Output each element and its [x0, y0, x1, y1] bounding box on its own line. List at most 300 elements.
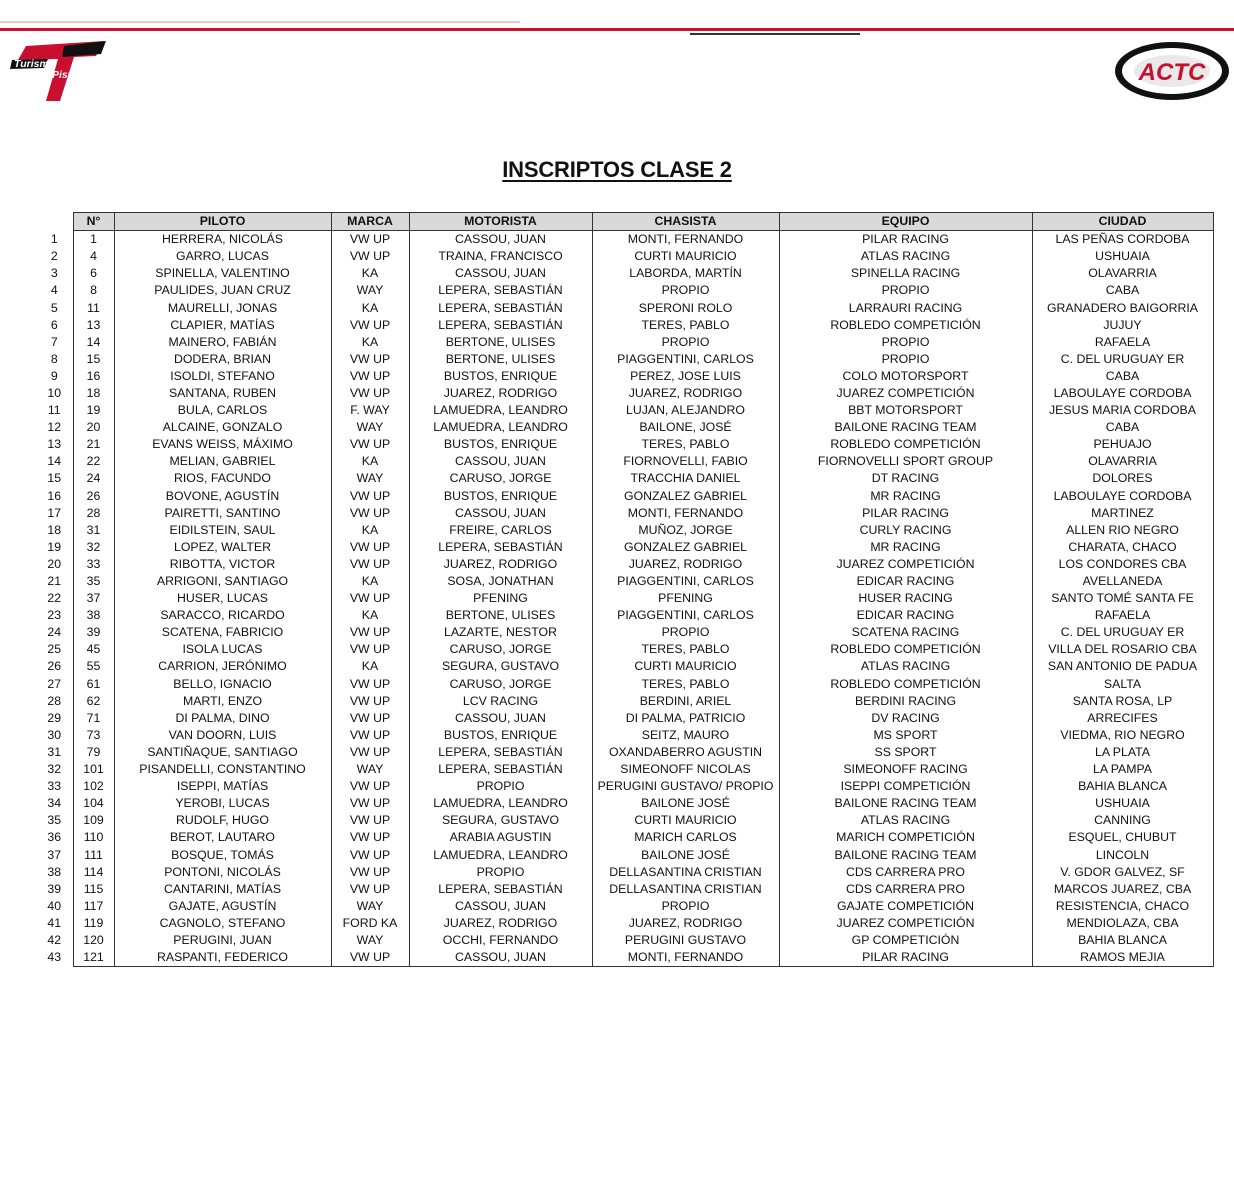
engine-builder-cell: LAZARTE, NESTOR [409, 624, 592, 641]
car-brand-cell: KA [331, 573, 409, 590]
driver-name-cell: DODERA, BRIAN [114, 351, 331, 368]
car-brand-cell: VW UP [331, 368, 409, 385]
table-row [36, 265, 1213, 282]
row-index-cell: 1 [50, 231, 58, 246]
chassis-builder-cell: PROPIO [592, 334, 779, 351]
row-index-cell: 4 [50, 283, 58, 298]
engine-builder-cell: BERTONE, ULISES [409, 607, 592, 624]
driver-name-cell: ISOLDI, STEFANO [114, 368, 331, 385]
column-header: CHASISTA [592, 213, 779, 231]
car-number-cell: 62 [73, 693, 114, 710]
city-cell: CHARATA, CHACO [1032, 539, 1213, 556]
driver-name-cell: ISEPPI, MATÍAS [114, 778, 331, 795]
chassis-builder-cell: TRACCHIA DANIEL [592, 470, 779, 487]
car-brand-cell: VW UP [331, 351, 409, 368]
chassis-builder-cell: JUAREZ, RODRIGO [592, 915, 779, 932]
table-row [36, 710, 1213, 727]
column-header: N° [73, 213, 114, 231]
city-cell: VIEDMA, RIO NEGRO [1032, 727, 1213, 744]
row-index-cell: 24 [47, 625, 62, 640]
table-row [36, 334, 1213, 351]
engine-builder-cell: BUSTOS, ENRIQUE [409, 368, 592, 385]
table-row [36, 539, 1213, 556]
car-number-cell: 61 [73, 676, 114, 693]
city-cell: V. GDOR GALVEZ, SF [1032, 864, 1213, 881]
engine-builder-cell: SOSA, JONATHAN [409, 573, 592, 590]
driver-name-cell: VAN DOORN, LUIS [114, 727, 331, 744]
engine-builder-cell: BUSTOS, ENRIQUE [409, 436, 592, 453]
driver-name-cell: BOVONE, AGUSTÍN [114, 488, 331, 505]
row-index-cell: 27 [47, 676, 62, 691]
car-number-cell: 14 [73, 334, 114, 351]
car-number-cell: 18 [73, 385, 114, 402]
car-number-cell: 37 [73, 590, 114, 607]
car-brand-cell: VW UP [331, 539, 409, 556]
chassis-builder-cell: CURTI MAURICIO [592, 248, 779, 265]
team-cell: MR RACING [779, 488, 1032, 505]
row-index-cell: 8 [50, 351, 58, 366]
car-brand-cell: VW UP [331, 505, 409, 522]
city-cell: SAN ANTONIO DE PADUA [1032, 658, 1213, 675]
row-index-cell: 16 [47, 488, 62, 503]
chassis-builder-cell: SEITZ, MAURO [592, 727, 779, 744]
table-row [36, 317, 1213, 334]
chassis-builder-cell: JUAREZ, RODRIGO [592, 385, 779, 402]
car-brand-cell: VW UP [331, 231, 409, 249]
table-row [36, 385, 1213, 402]
column-header: MARCA [331, 213, 409, 231]
table-row [36, 727, 1213, 744]
chassis-builder-cell: CURTI MAURICIO [592, 812, 779, 829]
team-cell: JUAREZ COMPETICIÓN [779, 915, 1032, 932]
team-cell: BBT MOTORSPORT [779, 402, 1032, 419]
car-brand-cell: VW UP [331, 436, 409, 453]
car-brand-cell: VW UP [331, 641, 409, 658]
car-number-cell: 11 [73, 299, 114, 316]
driver-name-cell: CAGNOLO, STEFANO [114, 915, 331, 932]
city-cell: SALTA [1032, 676, 1213, 693]
engine-builder-cell: LEPERA, SEBASTIÁN [409, 299, 592, 316]
driver-name-cell: BEROT, LAUTARO [114, 829, 331, 846]
engine-builder-cell: LEPERA, SEBASTIÁN [409, 317, 592, 334]
car-brand-cell: KA [331, 522, 409, 539]
car-brand-cell: VW UP [331, 881, 409, 898]
engine-builder-cell: TRAINA, FRANCISCO [409, 248, 592, 265]
header-decorative-lines [0, 0, 1234, 40]
team-cell: JUAREZ COMPETICIÓN [779, 556, 1032, 573]
table-row [36, 488, 1213, 505]
engine-builder-cell: JUAREZ, RODRIGO [409, 556, 592, 573]
row-index-cell: 25 [47, 642, 62, 657]
driver-name-cell: MELIAN, GABRIEL [114, 453, 331, 470]
team-cell: PROPIO [779, 282, 1032, 299]
row-index-cell: 19 [47, 539, 62, 554]
city-cell: LOS CONDORES CBA [1032, 556, 1213, 573]
team-cell: SS SPORT [779, 744, 1032, 761]
car-number-cell: 16 [73, 368, 114, 385]
driver-name-cell: PISANDELLI, CONSTANTINO [114, 761, 331, 778]
team-cell: MARICH COMPETICIÓN [779, 829, 1032, 846]
svg-text:Pista: Pista [52, 69, 78, 81]
chassis-builder-cell: MONTI, FERNANDO [592, 505, 779, 522]
city-cell: MARTINEZ [1032, 505, 1213, 522]
car-brand-cell: VW UP [331, 590, 409, 607]
car-brand-cell: VW UP [331, 624, 409, 641]
table-row [36, 693, 1213, 710]
car-brand-cell: VW UP [331, 693, 409, 710]
city-cell: USHUAIA [1032, 795, 1213, 812]
row-index-cell: 36 [47, 830, 62, 845]
car-number-cell: 45 [73, 641, 114, 658]
driver-name-cell: HERRERA, NICOLÁS [114, 231, 331, 249]
team-cell: CDS CARRERA PRO [779, 864, 1032, 881]
row-index-cell: 12 [47, 420, 62, 435]
engine-builder-cell: ARABIA AGUSTIN [409, 829, 592, 846]
car-brand-cell: VW UP [331, 812, 409, 829]
city-cell: ARRECIFES [1032, 710, 1213, 727]
driver-name-cell: GAJATE, AGUSTÍN [114, 898, 331, 915]
row-index-cell: 40 [47, 898, 62, 913]
driver-name-cell: PAULIDES, JUAN CRUZ [114, 282, 331, 299]
city-cell: LABOULAYE CORDOBA [1032, 488, 1213, 505]
car-number-cell: 21 [73, 436, 114, 453]
table-row [36, 949, 1213, 967]
row-index-cell: 21 [47, 574, 62, 589]
entries-table [36, 212, 1214, 967]
chassis-builder-cell: BAILONE, JOSÉ [592, 419, 779, 436]
engine-builder-cell: LEPERA, SEBASTIÁN [409, 744, 592, 761]
city-cell: DOLORES [1032, 470, 1213, 487]
driver-name-cell: DI PALMA, DINO [114, 710, 331, 727]
city-cell: AVELLANEDA [1032, 573, 1213, 590]
svg-text:ACTC: ACTC [1138, 59, 1206, 86]
chassis-builder-cell: PIAGGENTINI, CARLOS [592, 607, 779, 624]
car-brand-cell: VW UP [331, 829, 409, 846]
chassis-builder-cell: BAILONE JOSÉ [592, 846, 779, 863]
car-number-cell: 15 [73, 351, 114, 368]
chassis-builder-cell: FIORNOVELLI, FABIO [592, 453, 779, 470]
engine-builder-cell: CASSOU, JUAN [409, 453, 592, 470]
team-cell: ATLAS RACING [779, 658, 1032, 675]
team-cell: SIMEONOFF RACING [779, 761, 1032, 778]
engine-builder-cell: CARUSO, JORGE [409, 470, 592, 487]
car-number-cell: 8 [73, 282, 114, 299]
chassis-builder-cell: PEREZ, JOSE LUIS [592, 368, 779, 385]
driver-name-cell: YEROBI, LUCAS [114, 795, 331, 812]
row-index-cell: 11 [47, 403, 61, 418]
engine-builder-cell: BUSTOS, ENRIQUE [409, 488, 592, 505]
chassis-builder-cell: PROPIO [592, 282, 779, 299]
car-number-cell: 28 [73, 505, 114, 522]
car-brand-cell: VW UP [331, 488, 409, 505]
engine-builder-cell: LEPERA, SEBASTIÁN [409, 539, 592, 556]
city-cell: LABOULAYE CORDOBA [1032, 385, 1213, 402]
column-header: EQUIPO [779, 213, 1032, 231]
turismo-pista-logo [8, 38, 108, 104]
row-index-cell: 13 [47, 437, 62, 452]
engine-builder-cell: CASSOU, JUAN [409, 898, 592, 915]
table-row [36, 368, 1213, 385]
engine-builder-cell: LAMUEDRA, LEANDRO [409, 846, 592, 863]
car-brand-cell: FORD KA [331, 915, 409, 932]
engine-builder-cell: BERTONE, ULISES [409, 351, 592, 368]
table-row [36, 812, 1213, 829]
team-cell: SPINELLA RACING [779, 265, 1032, 282]
row-index-cell: 30 [47, 727, 62, 742]
driver-name-cell: LOPEZ, WALTER [114, 539, 331, 556]
team-cell: BAILONE RACING TEAM [779, 846, 1032, 863]
car-number-cell: 115 [73, 881, 114, 898]
team-cell: LARRAURI RACING [779, 299, 1032, 316]
table-row [36, 915, 1213, 932]
chassis-builder-cell: PROPIO [592, 898, 779, 915]
chassis-builder-cell: DELLASANTINA CRISTIAN [592, 881, 779, 898]
table-row [36, 829, 1213, 846]
table-row [36, 676, 1213, 693]
table-row [36, 573, 1213, 590]
engine-builder-cell: CARUSO, JORGE [409, 641, 592, 658]
city-cell: MARCOS JUAREZ, CBA [1032, 881, 1213, 898]
team-cell: ROBLEDO COMPETICIÓN [779, 317, 1032, 334]
row-index-cell: 42 [47, 932, 62, 947]
city-cell: C. DEL URUGUAY ER [1032, 624, 1213, 641]
chassis-builder-cell: TERES, PABLO [592, 676, 779, 693]
table-row [36, 299, 1213, 316]
city-cell: LA PAMPA [1032, 761, 1213, 778]
team-cell: EDICAR RACING [779, 607, 1032, 624]
team-cell: ATLAS RACING [779, 248, 1032, 265]
city-cell: OLAVARRIA [1032, 265, 1213, 282]
chassis-builder-cell: BAILONE JOSÉ [592, 795, 779, 812]
table-row [36, 231, 1213, 249]
city-cell: BAHIA BLANCA [1032, 778, 1213, 795]
car-brand-cell: VW UP [331, 846, 409, 863]
car-brand-cell: KA [331, 299, 409, 316]
car-number-cell: 73 [73, 727, 114, 744]
chassis-builder-cell: DI PALMA, PATRICIO [592, 710, 779, 727]
chassis-builder-cell: SIMEONOFF NICOLAS [592, 761, 779, 778]
driver-name-cell: SANTANA, RUBEN [114, 385, 331, 402]
chassis-builder-cell: JUAREZ, RODRIGO [592, 556, 779, 573]
row-index-cell: 31 [47, 744, 62, 759]
table-row [36, 351, 1213, 368]
team-cell: PROPIO [779, 351, 1032, 368]
driver-name-cell: SARACCO, RICARDO [114, 607, 331, 624]
driver-name-cell: PONTONI, NICOLÁS [114, 864, 331, 881]
car-brand-cell: KA [331, 658, 409, 675]
car-number-cell: 120 [73, 932, 114, 949]
row-index-cell: 28 [47, 693, 62, 708]
car-number-cell: 32 [73, 539, 114, 556]
row-index-cell: 35 [47, 813, 62, 828]
car-number-cell: 33 [73, 556, 114, 573]
car-brand-cell: KA [331, 607, 409, 624]
engine-builder-cell: BUSTOS, ENRIQUE [409, 727, 592, 744]
chassis-builder-cell: LABORDA, MARTÍN [592, 265, 779, 282]
row-index-cell: 20 [47, 556, 62, 571]
city-cell: CANNING [1032, 812, 1213, 829]
driver-name-cell: BULA, CARLOS [114, 402, 331, 419]
table-row [36, 658, 1213, 675]
row-index-cell: 41 [47, 915, 62, 930]
chassis-builder-cell: TERES, PABLO [592, 641, 779, 658]
car-number-cell: 1 [73, 231, 114, 249]
team-cell: DV RACING [779, 710, 1032, 727]
car-number-cell: 79 [73, 744, 114, 761]
car-number-cell: 20 [73, 419, 114, 436]
car-brand-cell: KA [331, 453, 409, 470]
driver-name-cell: CARRION, JERÓNIMO [114, 658, 331, 675]
chassis-builder-cell: MARICH CARLOS [592, 829, 779, 846]
engine-builder-cell: LEPERA, SEBASTIÁN [409, 282, 592, 299]
row-index-cell: 5 [50, 300, 58, 315]
driver-name-cell: MAURELLI, JONAS [114, 299, 331, 316]
team-cell: DT RACING [779, 470, 1032, 487]
car-number-cell: 24 [73, 470, 114, 487]
car-brand-cell: WAY [331, 282, 409, 299]
car-brand-cell: WAY [331, 898, 409, 915]
car-number-cell: 38 [73, 607, 114, 624]
table-row [36, 898, 1213, 915]
team-cell: PILAR RACING [779, 505, 1032, 522]
team-cell: CDS CARRERA PRO [779, 881, 1032, 898]
row-index-cell: 34 [47, 796, 62, 811]
team-cell: BERDINI RACING [779, 693, 1032, 710]
driver-name-cell: EIDILSTEIN, SAUL [114, 522, 331, 539]
car-brand-cell: VW UP [331, 744, 409, 761]
table-row [36, 795, 1213, 812]
table-row [36, 761, 1213, 778]
row-index-cell: 14 [47, 454, 62, 469]
car-brand-cell: VW UP [331, 778, 409, 795]
chassis-builder-cell: MUÑOZ, JORGE [592, 522, 779, 539]
row-index-cell: 37 [47, 847, 62, 862]
driver-name-cell: SCATENA, FABRICIO [114, 624, 331, 641]
driver-name-cell: ALCAINE, GONZALO [114, 419, 331, 436]
driver-name-cell: MAINERO, FABIÁN [114, 334, 331, 351]
driver-name-cell: BELLO, IGNACIO [114, 676, 331, 693]
chassis-builder-cell: PROPIO [592, 624, 779, 641]
actc-logo [1113, 40, 1231, 102]
city-cell: GRANADERO BAIGORRIA [1032, 299, 1213, 316]
table-row [36, 607, 1213, 624]
driver-name-cell: MARTI, ENZO [114, 693, 331, 710]
driver-name-cell: CLAPIER, MATÍAS [114, 317, 331, 334]
table-header-row [36, 213, 1213, 231]
city-cell: PEHUAJO [1032, 436, 1213, 453]
car-brand-cell: VW UP [331, 248, 409, 265]
chassis-builder-cell: GONZALEZ GABRIEL [592, 488, 779, 505]
chassis-builder-cell: PFENING [592, 590, 779, 607]
car-brand-cell: VW UP [331, 795, 409, 812]
car-brand-cell: VW UP [331, 710, 409, 727]
team-cell: BAILONE RACING TEAM [779, 419, 1032, 436]
team-cell: SCATENA RACING [779, 624, 1032, 641]
car-number-cell: 39 [73, 624, 114, 641]
engine-builder-cell: LEPERA, SEBASTIÁN [409, 881, 592, 898]
city-cell: CABA [1032, 368, 1213, 385]
engine-builder-cell: BERTONE, ULISES [409, 334, 592, 351]
team-cell: BAILONE RACING TEAM [779, 795, 1032, 812]
engine-builder-cell: LAMUEDRA, LEANDRO [409, 419, 592, 436]
chassis-builder-cell: DELLASANTINA CRISTIAN [592, 864, 779, 881]
car-brand-cell: VW UP [331, 727, 409, 744]
team-cell: ROBLEDO COMPETICIÓN [779, 436, 1032, 453]
car-number-cell: 55 [73, 658, 114, 675]
engine-builder-cell: CASSOU, JUAN [409, 505, 592, 522]
team-cell: GP COMPETICIÓN [779, 932, 1032, 949]
row-index-cell: 3 [50, 266, 58, 281]
team-cell: HUSER RACING [779, 590, 1032, 607]
driver-name-cell: RUDOLF, HUGO [114, 812, 331, 829]
city-cell: CABA [1032, 419, 1213, 436]
team-cell: JUAREZ COMPETICIÓN [779, 385, 1032, 402]
table-row [36, 744, 1213, 761]
table-row [36, 402, 1213, 419]
table-row [36, 846, 1213, 863]
engine-builder-cell: PROPIO [409, 778, 592, 795]
driver-name-cell: CANTARINI, MATÍAS [114, 881, 331, 898]
svg-text:Turismo: Turismo [14, 58, 56, 70]
car-number-cell: 19 [73, 402, 114, 419]
row-index-cell: 38 [47, 864, 62, 879]
table-row [36, 436, 1213, 453]
row-index-cell: 39 [47, 881, 62, 896]
team-cell: CURLY RACING [779, 522, 1032, 539]
chassis-builder-cell: SPERONI ROLO [592, 299, 779, 316]
chassis-builder-cell: OXANDABERRO AGUSTIN [592, 744, 779, 761]
driver-name-cell: ISOLA LUCAS [114, 641, 331, 658]
chassis-builder-cell: PERUGINI GUSTAVO/ PROPIO [592, 778, 779, 795]
engine-builder-cell: SEGURA, GUSTAVO [409, 812, 592, 829]
city-cell: SANTA ROSA, LP [1032, 693, 1213, 710]
car-number-cell: 101 [73, 761, 114, 778]
car-brand-cell: VW UP [331, 317, 409, 334]
row-index-cell: 29 [47, 710, 62, 725]
chassis-builder-cell: LUJAN, ALEJANDRO [592, 402, 779, 419]
driver-name-cell: RIBOTTA, VICTOR [114, 556, 331, 573]
table-row [36, 282, 1213, 299]
engine-builder-cell: PROPIO [409, 864, 592, 881]
row-index-cell: 2 [50, 249, 58, 264]
city-cell: MENDIOLAZA, CBA [1032, 915, 1213, 932]
city-cell: RAMOS MEJIA [1032, 949, 1213, 967]
chassis-builder-cell: MONTI, FERNANDO [592, 231, 779, 249]
team-cell: EDICAR RACING [779, 573, 1032, 590]
chassis-builder-cell: MONTI, FERNANDO [592, 949, 779, 967]
driver-name-cell: RASPANTI, FEDERICO [114, 949, 331, 967]
row-index-cell: 23 [47, 608, 62, 623]
city-cell: RESISTENCIA, CHACO [1032, 898, 1213, 915]
row-index-cell: 10 [47, 385, 62, 400]
table-row [36, 470, 1213, 487]
car-brand-cell: WAY [331, 470, 409, 487]
car-brand-cell: VW UP [331, 949, 409, 967]
car-brand-cell: VW UP [331, 385, 409, 402]
car-brand-cell: WAY [331, 932, 409, 949]
team-cell: PROPIO [779, 334, 1032, 351]
table-row [36, 864, 1213, 881]
chassis-builder-cell: GONZALEZ GABRIEL [592, 539, 779, 556]
car-number-cell: 6 [73, 265, 114, 282]
city-cell: OLAVARRIA [1032, 453, 1213, 470]
engine-builder-cell: CASSOU, JUAN [409, 949, 592, 967]
car-number-cell: 104 [73, 795, 114, 812]
car-number-cell: 109 [73, 812, 114, 829]
car-number-cell: 119 [73, 915, 114, 932]
team-cell: MR RACING [779, 539, 1032, 556]
driver-name-cell: GARRO, LUCAS [114, 248, 331, 265]
